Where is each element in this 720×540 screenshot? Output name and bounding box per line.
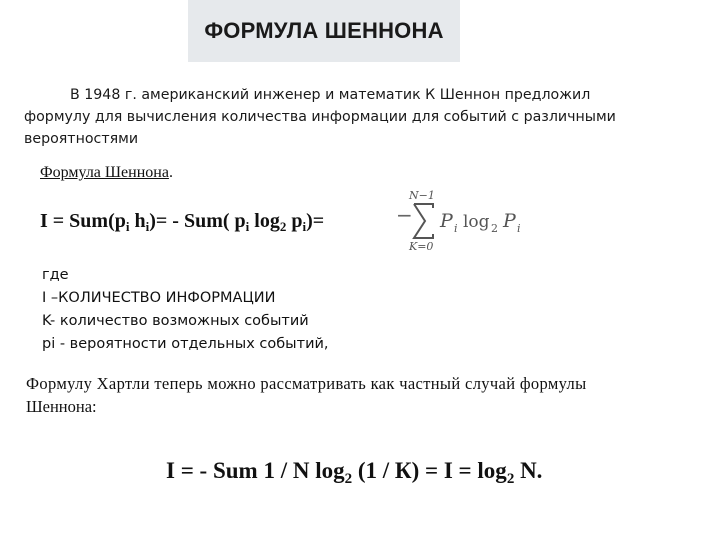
hartley-paragraph [26, 372, 710, 418]
formula-subscript: i [302, 219, 307, 234]
formula-subscript: 2 [506, 471, 515, 487]
formula-subscript: 2 [279, 219, 287, 234]
formula-part: I = Sum(p [40, 210, 126, 232]
def-pi: pi - вероятности отдельных событий, [42, 336, 329, 352]
sum-log-base: 2 [491, 222, 498, 235]
def-i: I –КОЛИЧЕСТВО ИНФОРМАЦИИ [42, 290, 276, 306]
def-where: где [42, 267, 69, 283]
intro-paragraph [24, 84, 714, 150]
sum-p-index: i [454, 222, 458, 235]
sum-p2-index: i [517, 222, 521, 235]
formula-part: N. [514, 458, 543, 483]
intro-line-1: В 1948 г. американский инженер и математик К Шеннон предложил [70, 87, 591, 103]
formula-label-punct: . [168, 164, 173, 181]
title-banner [188, 0, 460, 62]
formula-subscript: i [125, 219, 130, 234]
formula-subscript: i [245, 219, 250, 234]
formula-subscript: 2 [344, 471, 353, 487]
intro-line-3: вероятностями [24, 131, 139, 147]
sum-lower-limit: K=0 [409, 240, 434, 253]
formula-part: I = - Sum 1 / N log [166, 458, 345, 483]
page-title: ФОРМУЛА ШЕННОНА [204, 18, 444, 43]
sigma-symbol [414, 204, 433, 238]
formula-part: )= - Sum( p [149, 210, 246, 232]
formula-label [40, 164, 173, 182]
sum-log: log [463, 212, 490, 232]
formula-part: )= [306, 210, 325, 232]
definitions-list [42, 264, 329, 356]
formula-part: log [249, 210, 280, 232]
hartley-line-1: Формулу Хартли теперь можно рассматривать как частный случай формулы [26, 374, 587, 393]
hartley-formula [166, 458, 542, 488]
formula-part: (1 / К) = I = log [352, 458, 507, 483]
sum-minus: − [396, 203, 413, 227]
def-k: K- количество возможных событий [42, 313, 309, 329]
formula-part: p [286, 210, 303, 232]
sum-p-symbol: P [440, 210, 453, 232]
sum-notation [382, 184, 542, 256]
formula-label-text: Формула Шеннона [40, 164, 169, 181]
hartley-line-2: Шеннона: [26, 397, 97, 416]
formula-subscript: i [145, 219, 150, 234]
sum-upper-limit: N−1 [409, 189, 435, 202]
formula-part: h [129, 210, 146, 232]
intro-line-2: формулу для вычисления количества информации для событий с различными [24, 109, 616, 125]
sum-p2-symbol: P [503, 210, 516, 232]
shannon-formula [40, 210, 324, 235]
